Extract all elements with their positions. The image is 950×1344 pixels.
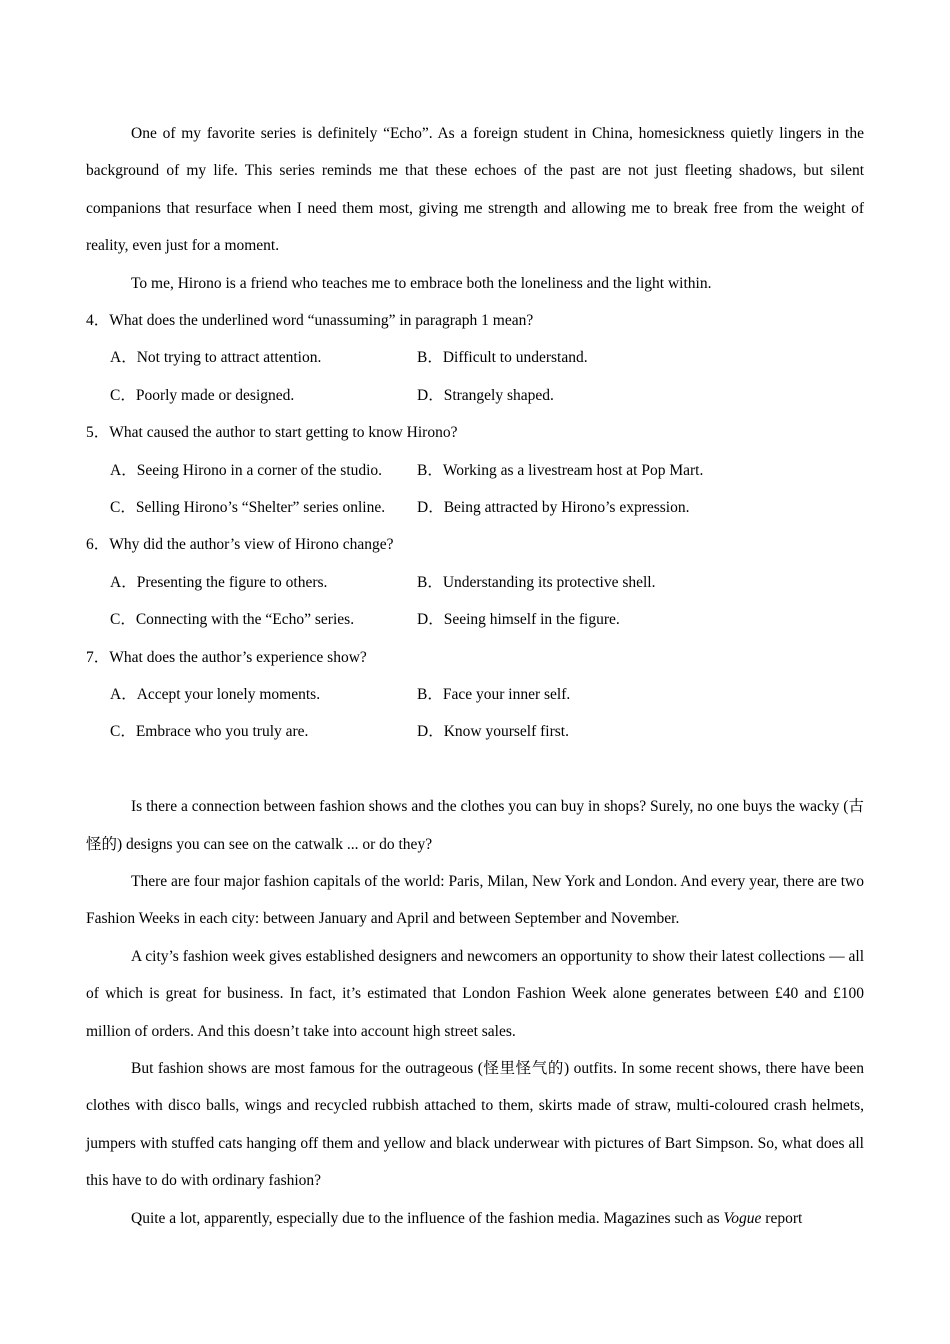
- option-d: D．Seeing himself in the figure.: [417, 611, 620, 629]
- question-stem: 4．What does the underlined word “unassuming” in paragraph 1 mean?: [86, 312, 534, 330]
- section-gap: [86, 751, 864, 788]
- question-5: [86, 414, 864, 526]
- magazine-title: Vogue: [723, 1209, 762, 1227]
- option-c: C．Connecting with the “Echo” series.: [110, 611, 355, 629]
- text-run: report: [761, 1209, 803, 1227]
- question-4: [86, 302, 864, 414]
- option-b: B．Face your inner self.: [417, 686, 571, 703]
- passage2-paragraph: But fashion shows are most famous for the outrageous (怪里怪气的) outfits. In some recent shows, there have been clothes with disco balls, wings and recycled rubbish attached to them, skirts made of straw, multi-coloured crash helmets, jumpers with stuffed cats hanging off them and yellow and black underwear with pictures of Bart Simpson. So, what does all this have to do with ordinary fashion?: [86, 1060, 864, 1190]
- option-b: B．Understanding its protective shell.: [417, 573, 656, 591]
- text-run: Quite a lot, apparently, especially due to the influence of the fashion media. Magazines such as: [131, 1209, 724, 1227]
- option-a: A．Accept your lonely moments.: [110, 686, 321, 703]
- option-b: B．Difficult to understand.: [417, 349, 588, 367]
- passage1-paragraph: One of my favorite series is definitely “Echo”. As a foreign student in China, homesickness quietly lingers in the background of my life. This series reminds me that these echoes of the past are not just fleeting shadows, but silent companions that resurface when I need them most, giving me strength and allowing me to break free from the weight of reality, even just for a moment.: [86, 125, 864, 255]
- option-d: D．Strangely shaped.: [417, 386, 554, 404]
- question-stem: 7．What does the author’s experience show?: [86, 648, 367, 666]
- question-6: [86, 526, 864, 638]
- document-page: [86, 115, 864, 1237]
- option-d: D．Know yourself first.: [417, 723, 569, 741]
- option-a: A．Not trying to attract attention.: [110, 349, 322, 367]
- option-d: D．Being attracted by Hirono’s expression.: [417, 499, 690, 517]
- passage1-paragraph: To me, Hirono is a friend who teaches me to embrace both the loneliness and the light within.: [131, 274, 712, 292]
- question-7: [86, 639, 864, 751]
- option-a: A．Seeing Hirono in a corner of the studio.: [110, 461, 383, 479]
- option-c: C．Selling Hirono’s “Shelter” series online.: [110, 499, 386, 517]
- question-stem: 6．Why did the author’s view of Hirono change?: [86, 536, 394, 554]
- question-stem: 5．What caused the author to start getting to know Hirono?: [86, 424, 458, 442]
- passage2-paragraph: A city’s fashion week gives established designers and newcomers an opportunity to show their latest collections — all of which is great for business. In fact, it’s estimated that London Fashion Week alone generates between £40 and £100 million of orders. And this doesn’t take into account high street sales.: [86, 947, 864, 1040]
- passage2-paragraph: There are four major fashion capitals of the world: Paris, Milan, New York and London. And every year, there are two Fashion Weeks in each city: between January and April and between September and November.: [86, 872, 864, 928]
- option-c: C．Poorly made or designed.: [110, 386, 295, 404]
- option-a: A．Presenting the figure to others.: [110, 573, 328, 591]
- option-c: C．Embrace who you truly are.: [110, 723, 309, 741]
- passage2-paragraph: Is there a connection between fashion shows and the clothes you can buy in shops? Surely, no one buys the wacky (古怪的) designs you can see on the catwalk ... or do they?: [86, 798, 864, 853]
- option-b: B．Working as a livestream host at Pop Mart.: [417, 461, 704, 479]
- passage2-paragraph-last: [86, 1200, 864, 1237]
